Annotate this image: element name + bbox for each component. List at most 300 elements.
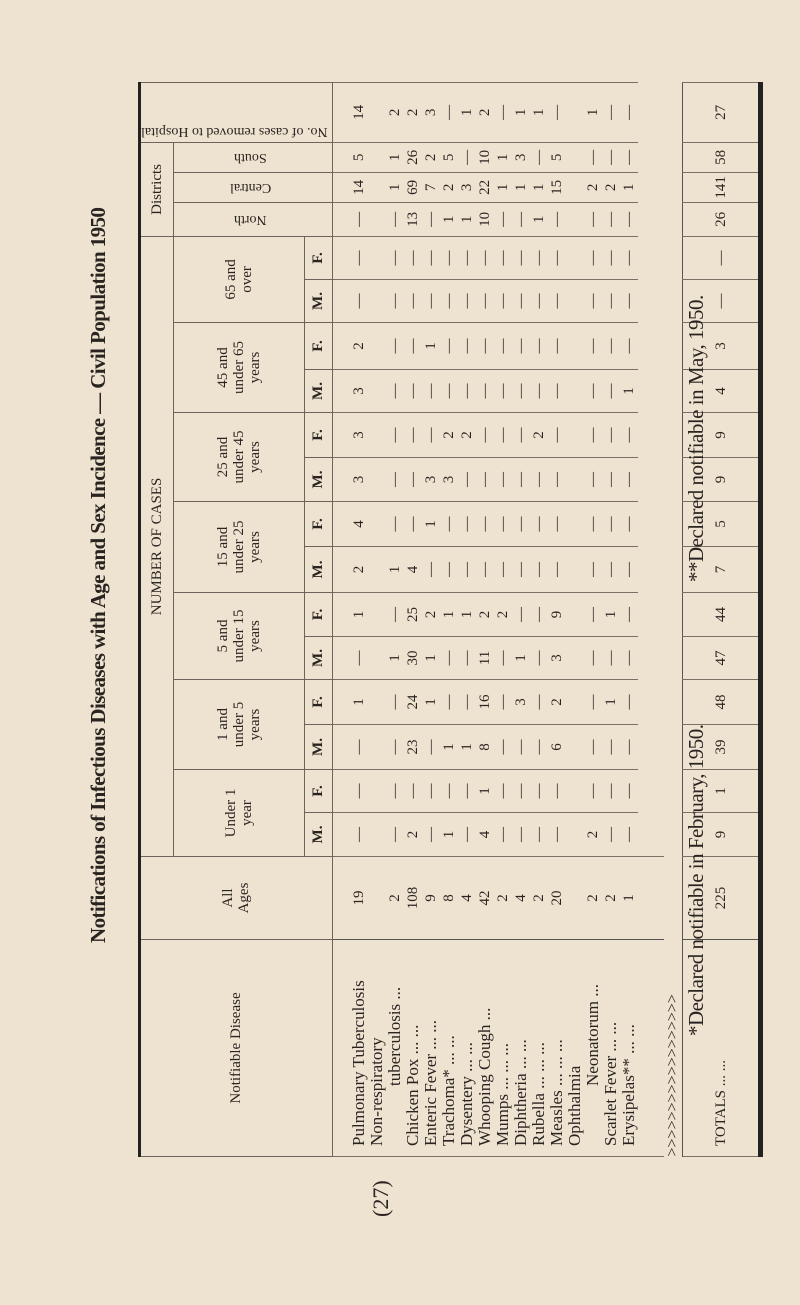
header-line: under 25 <box>230 520 247 574</box>
cell-value: — <box>458 680 476 725</box>
cell-value: 1 <box>512 172 530 202</box>
cell-value: 1 <box>458 593 476 637</box>
total-value: 26 <box>683 202 761 236</box>
cell-value: — <box>476 323 494 370</box>
cell-value: — <box>548 770 566 813</box>
cell-value: 2 <box>548 680 566 725</box>
header-male: M. <box>304 458 332 502</box>
header-female: F. <box>304 323 332 370</box>
cell-value: — <box>602 142 620 172</box>
cell-value: 2 <box>458 413 476 458</box>
cell-value: — <box>530 370 548 413</box>
cell-value: 108 <box>404 857 422 940</box>
disease-name <box>404 940 422 1157</box>
cell-value: 15 <box>548 172 566 202</box>
disease-name-line: Measles ... ... ... <box>547 1039 567 1146</box>
cell-value: 3 <box>548 637 566 680</box>
disease-name-line: Pulmonary Tuberculosis <box>349 980 369 1146</box>
cell-value: — <box>404 413 422 458</box>
cell-value: — <box>566 280 602 323</box>
cell-value: — <box>494 502 512 547</box>
cell-value: — <box>566 547 602 593</box>
cell-value: — <box>530 593 548 637</box>
cell-value: — <box>368 593 404 637</box>
header-age-group <box>174 770 305 857</box>
cell-value: 6 <box>548 725 566 770</box>
disease-name <box>620 940 638 1157</box>
cell-value: — <box>530 280 548 323</box>
footnote-trachoma: *Declared notifiable in February, 1950. <box>684 724 708 1036</box>
total-value: 27 <box>683 82 761 142</box>
cell-value: 1 <box>368 172 404 202</box>
table-row <box>512 82 530 1156</box>
cell-value: — <box>422 547 440 593</box>
cell-value: — <box>512 323 530 370</box>
total-value: 4 <box>683 370 761 413</box>
total-value: 7 <box>683 547 761 593</box>
total-value: 141 <box>683 172 761 202</box>
cell-value: 16 <box>476 680 494 725</box>
cell-value: — <box>548 82 566 142</box>
cell-value: — <box>494 323 512 370</box>
cell-value: 1 <box>602 680 620 725</box>
cell-value: — <box>440 502 458 547</box>
disease-name-line: Erysipelas** ... ... <box>619 1024 639 1146</box>
cell-value: 7 <box>422 172 440 202</box>
table-row <box>548 82 566 1156</box>
header-line: under 15 <box>230 609 247 663</box>
table-row <box>458 82 476 1156</box>
total-value: 9 <box>683 813 761 857</box>
cell-value: — <box>422 413 440 458</box>
header-male: M. <box>304 637 332 680</box>
cell-value: 8 <box>440 857 458 940</box>
disease-name <box>422 940 440 1157</box>
cell-value: 2 <box>530 413 548 458</box>
cell-value: 14 <box>332 172 368 202</box>
table-row <box>440 82 458 1156</box>
cell-value: — <box>476 458 494 502</box>
cell-value: — <box>566 593 602 637</box>
cell-value: — <box>530 725 548 770</box>
cell-value: — <box>548 458 566 502</box>
cell-value: 1 <box>332 593 368 637</box>
cell-value: 20 <box>548 857 566 940</box>
cell-value: 1 <box>620 172 638 202</box>
cell-value: 4 <box>476 813 494 857</box>
disease-name-line: Enteric Fever ... ... <box>421 1019 441 1146</box>
cell-value: — <box>332 637 368 680</box>
disease-name <box>440 940 458 1157</box>
header-notifiable-disease: Notifiable Disease <box>140 940 333 1157</box>
cell-value: 1 <box>530 172 548 202</box>
cell-value: — <box>530 458 548 502</box>
cell-value: — <box>512 547 530 593</box>
totals-label: TOTALS ... ... <box>683 940 761 1157</box>
header-line: 5 and <box>214 619 231 653</box>
table-row <box>368 82 404 1156</box>
cell-value: — <box>602 202 620 236</box>
cell-value: 3 <box>422 458 440 502</box>
cell-value: — <box>566 770 602 813</box>
cell-value: — <box>602 323 620 370</box>
cell-value: — <box>458 813 476 857</box>
spacer <box>638 857 664 940</box>
cell-value: 1 <box>620 370 638 413</box>
cell-value: — <box>368 725 404 770</box>
total-value: 39 <box>683 725 761 770</box>
cell-value: 3 <box>440 458 458 502</box>
cell-value: 1 <box>368 637 404 680</box>
cell-value: 1 <box>566 82 602 142</box>
cell-value: 2 <box>566 172 602 202</box>
disease-name-line: Ophthalmia <box>565 1065 585 1146</box>
cell-value: — <box>620 202 638 236</box>
cell-value: — <box>566 236 602 279</box>
header-district-north: North <box>174 202 333 236</box>
header-line: 1 and <box>214 708 231 741</box>
header-female: F. <box>304 680 332 725</box>
cell-value: — <box>512 502 530 547</box>
cell-value: — <box>548 413 566 458</box>
cell-value: — <box>404 770 422 813</box>
cell-value: — <box>566 458 602 502</box>
cell-value: — <box>440 370 458 413</box>
cell-value: — <box>368 458 404 502</box>
header-male: M. <box>304 725 332 770</box>
cell-value: 1 <box>440 813 458 857</box>
cell-value: — <box>458 142 476 172</box>
cell-value: — <box>566 680 602 725</box>
cell-value: — <box>602 725 620 770</box>
total-value: 225 <box>683 857 761 940</box>
cell-value: 2 <box>404 813 422 857</box>
cell-value: 5 <box>440 142 458 172</box>
cell-value: 8 <box>476 725 494 770</box>
cell-value: — <box>368 502 404 547</box>
cell-value: — <box>548 813 566 857</box>
cell-value: — <box>476 370 494 413</box>
header-age-group <box>174 680 305 770</box>
cell-value: — <box>494 813 512 857</box>
cell-value: — <box>332 280 368 323</box>
disease-name-line: Chicken Pox ... ... <box>403 1024 423 1146</box>
cell-value: — <box>422 202 440 236</box>
cell-value: — <box>602 502 620 547</box>
total-value: 9 <box>683 458 761 502</box>
cell-value: 19 <box>332 857 368 940</box>
cell-value: — <box>332 236 368 279</box>
cell-value: — <box>422 370 440 413</box>
header-line: 45 and <box>214 347 231 388</box>
header-male: M. <box>304 370 332 413</box>
cell-value: 1 <box>512 82 530 142</box>
cell-value: 9 <box>422 857 440 940</box>
cell-value: — <box>440 547 458 593</box>
cell-value: — <box>494 725 512 770</box>
cell-value: — <box>494 202 512 236</box>
cell-value: — <box>602 770 620 813</box>
header-line: Ages <box>236 882 253 914</box>
cell-value: 1 <box>332 680 368 725</box>
cell-value: — <box>530 142 548 172</box>
cell-value: — <box>422 813 440 857</box>
disease-name <box>494 940 512 1157</box>
cell-value: — <box>620 680 638 725</box>
disease-name <box>332 940 368 1157</box>
cell-value: — <box>494 236 512 279</box>
cell-value: — <box>566 202 602 236</box>
table-row <box>332 82 368 1156</box>
cell-value: 3 <box>332 370 368 413</box>
header-female: F. <box>304 770 332 813</box>
cell-value: 2 <box>440 172 458 202</box>
cell-value: 2 <box>476 82 494 142</box>
cell-value: — <box>476 236 494 279</box>
total-value: 9 <box>683 413 761 458</box>
disease-name-line: Scarlet Fever ... ... <box>601 1021 621 1146</box>
table-row <box>476 82 494 1156</box>
cell-value: — <box>548 323 566 370</box>
header-line: years <box>246 620 263 652</box>
cell-value: 22 <box>476 172 494 202</box>
cell-value: 1 <box>458 725 476 770</box>
footnote-erysipelas: **Declared notifiable in May, 1950. <box>684 295 708 582</box>
cell-value: 2 <box>422 142 440 172</box>
cell-value: 4 <box>332 502 368 547</box>
cell-value: 1 <box>422 323 440 370</box>
cell-value: 1 <box>476 770 494 813</box>
cell-value: — <box>476 547 494 593</box>
cell-value: — <box>476 280 494 323</box>
cell-value: — <box>512 725 530 770</box>
header-line: Under 1 <box>222 788 239 838</box>
disease-name-line: Mumps ... ... ... <box>493 1043 513 1146</box>
cell-value: — <box>512 413 530 458</box>
cell-value: — <box>404 502 422 547</box>
cell-value: — <box>458 370 476 413</box>
cell-value: 4 <box>404 547 422 593</box>
cell-value: 2 <box>494 593 512 637</box>
total-value: 47 <box>683 637 761 680</box>
table-row <box>620 82 638 1156</box>
cell-value: 2 <box>566 857 602 940</box>
cell-value: — <box>530 637 548 680</box>
cell-value: — <box>476 502 494 547</box>
cell-value: — <box>602 813 620 857</box>
cell-value: — <box>602 637 620 680</box>
cell-value: — <box>494 413 512 458</box>
table-row <box>422 82 440 1156</box>
header-male: M. <box>304 280 332 323</box>
cell-value: — <box>512 770 530 813</box>
cell-value: — <box>458 236 476 279</box>
disease-name <box>566 940 602 1157</box>
cell-value: — <box>602 236 620 279</box>
header-line: years <box>246 708 263 741</box>
header-age-group <box>174 502 305 593</box>
disease-name-line: Rubella ... ... ... <box>529 1042 549 1146</box>
cell-value: — <box>566 370 602 413</box>
cell-value: — <box>368 370 404 413</box>
cell-value: — <box>368 413 404 458</box>
header-age-group <box>174 323 305 413</box>
cell-value: 1 <box>422 502 440 547</box>
cell-value: 1 <box>530 82 548 142</box>
cell-value: 3 <box>422 82 440 142</box>
cell-value: 13 <box>404 202 422 236</box>
cell-value: — <box>494 680 512 725</box>
cell-value: 1 <box>368 547 404 593</box>
disease-name <box>548 940 566 1157</box>
cell-value: — <box>368 323 404 370</box>
cell-value: — <box>440 637 458 680</box>
cell-value: — <box>494 458 512 502</box>
cell-value: 10 <box>476 142 494 172</box>
cell-value: 4 <box>512 857 530 940</box>
cell-value: — <box>440 323 458 370</box>
cell-value: 2 <box>422 593 440 637</box>
cell-value: — <box>620 236 638 279</box>
table-title: Notifications of Infectious Diseases with Age and Sex Incidence — Civil Population 1950 <box>86 207 110 943</box>
cell-value: — <box>332 813 368 857</box>
cell-value: — <box>422 280 440 323</box>
table-row <box>404 82 422 1156</box>
cell-value: — <box>566 413 602 458</box>
table-row <box>530 82 548 1156</box>
cell-value: 2 <box>368 857 404 940</box>
cell-value: 1 <box>440 202 458 236</box>
cell-value: 3 <box>512 680 530 725</box>
cell-value: 42 <box>476 857 494 940</box>
disease-name <box>458 940 476 1157</box>
cell-value: — <box>620 413 638 458</box>
cell-value: — <box>368 770 404 813</box>
disease-name <box>368 940 404 1157</box>
header-female: F. <box>304 593 332 637</box>
total-value: 1 <box>683 770 761 813</box>
cell-value: 25 <box>404 593 422 637</box>
total-value: 58 <box>683 142 761 172</box>
cell-value: — <box>368 202 404 236</box>
cell-value: — <box>404 236 422 279</box>
cell-value: 4 <box>458 857 476 940</box>
cell-value: 2 <box>332 547 368 593</box>
header-district-central: Central <box>174 172 333 202</box>
cell-value: — <box>548 370 566 413</box>
disease-name-line: Dysentery ... ... <box>457 1042 477 1146</box>
cell-value: 1 <box>458 202 476 236</box>
cell-value: — <box>620 323 638 370</box>
cell-value: 2 <box>404 82 422 142</box>
cell-value: — <box>530 770 548 813</box>
cell-value: 2 <box>494 857 512 940</box>
cell-value: — <box>602 370 620 413</box>
cell-value: — <box>620 280 638 323</box>
cell-value: 1 <box>620 857 638 940</box>
header-line: years <box>246 531 263 563</box>
cell-value: — <box>620 725 638 770</box>
cell-value: 5 <box>332 142 368 172</box>
cell-value: — <box>494 280 512 323</box>
cell-value: 2 <box>332 323 368 370</box>
cell-value: 23 <box>404 725 422 770</box>
cell-value: — <box>458 770 476 813</box>
total-value: — <box>683 280 761 323</box>
cell-value: 10 <box>476 202 494 236</box>
cell-value: 3 <box>512 142 530 172</box>
cell-value: 2 <box>602 857 620 940</box>
cell-value: 14 <box>332 82 368 142</box>
header-all-ages <box>140 857 333 940</box>
cell-value: — <box>530 547 548 593</box>
cell-value: — <box>512 280 530 323</box>
cell-value: — <box>620 770 638 813</box>
cell-value: 24 <box>404 680 422 725</box>
cell-value: 2 <box>368 82 404 142</box>
header-number-of-cases: NUMBER OF CASES <box>140 236 174 856</box>
cell-value: — <box>566 502 602 547</box>
spacer-row <box>638 82 664 1156</box>
total-value: 48 <box>683 680 761 725</box>
header-male: M. <box>304 813 332 857</box>
cell-value: — <box>440 680 458 725</box>
cell-value: 3 <box>458 172 476 202</box>
cell-value: 1 <box>422 680 440 725</box>
cell-value: 1 <box>494 172 512 202</box>
cell-value: — <box>404 370 422 413</box>
cell-value: — <box>368 813 404 857</box>
cell-value: — <box>422 236 440 279</box>
cell-value: 30 <box>404 637 422 680</box>
cell-value: — <box>620 502 638 547</box>
header-line: under 45 <box>230 430 247 484</box>
cell-value: — <box>458 458 476 502</box>
cell-value: — <box>440 280 458 323</box>
cell-value: — <box>458 547 476 593</box>
cell-value: — <box>548 236 566 279</box>
table-row <box>494 82 512 1156</box>
cell-value: 1 <box>440 725 458 770</box>
header-line: years <box>246 351 263 384</box>
header-line: year <box>238 800 255 826</box>
header-line: 65 and <box>222 259 239 300</box>
cell-value: — <box>530 502 548 547</box>
disease-name-line: Trachoma* ... ... <box>439 1035 459 1146</box>
total-value: 44 <box>683 593 761 637</box>
cell-value: 1 <box>458 82 476 142</box>
cell-value: 3 <box>332 413 368 458</box>
cell-value: — <box>602 280 620 323</box>
cell-value: — <box>548 547 566 593</box>
cell-value: — <box>512 236 530 279</box>
table-row <box>602 82 620 1156</box>
cell-value: — <box>512 593 530 637</box>
cell-value: — <box>620 813 638 857</box>
disease-name <box>512 940 530 1157</box>
cell-value: — <box>620 547 638 593</box>
header-line: All <box>220 888 237 908</box>
cell-value: — <box>620 82 638 142</box>
cell-value: — <box>404 458 422 502</box>
cell-value: — <box>422 770 440 813</box>
header-line: 15 and <box>214 526 231 568</box>
cell-value: 1 <box>494 142 512 172</box>
cell-value: — <box>332 770 368 813</box>
cell-value: 3 <box>332 458 368 502</box>
cell-value: 9 <box>548 593 566 637</box>
cell-value: — <box>458 502 476 547</box>
